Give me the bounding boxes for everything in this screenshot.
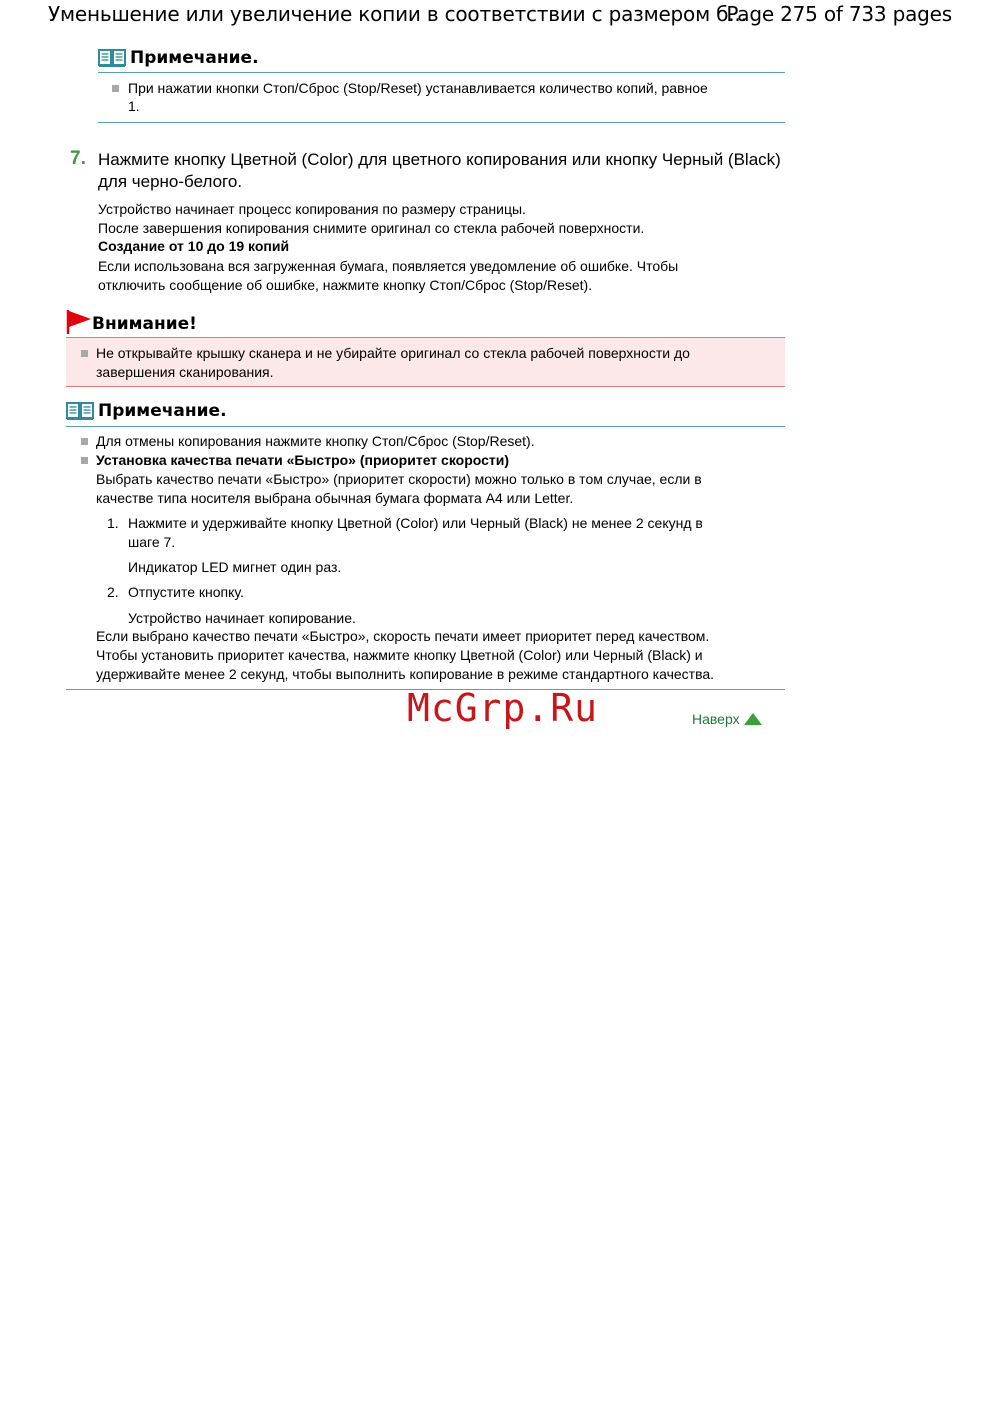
caution-heading-label: Внимание! bbox=[92, 314, 197, 334]
back-to-top-label[interactable]: Наверх bbox=[692, 711, 740, 727]
list-item-result: Устройство начинает копирование. bbox=[128, 610, 356, 626]
book-icon bbox=[98, 48, 126, 68]
paragraph-line: отключить сообщение об ошибке, нажмите кнопку Стоп/Сброс (Stop/Reset). bbox=[98, 277, 593, 293]
watermark: McGrp.Ru bbox=[407, 686, 599, 730]
list-item-result: Индикатор LED мигнет один раз. bbox=[128, 559, 342, 575]
bullet-marker bbox=[81, 457, 88, 464]
paragraph-line: Если использована вся загруженная бумага, появляется уведомление об ошибке. Чтобы bbox=[98, 258, 679, 274]
caution-heading bbox=[66, 310, 197, 334]
note-divider-top bbox=[98, 72, 785, 73]
note-item-text: качестве типа носителя выбрана обычная бумага формата A4 или Letter. bbox=[96, 490, 574, 506]
note-divider-top bbox=[66, 426, 785, 427]
note-heading-label: Примечание. bbox=[130, 48, 259, 68]
step-result-line: После завершения копирования снимите оригинал со стекла рабочей поверхности. bbox=[98, 220, 645, 236]
back-to-top-link[interactable] bbox=[692, 711, 762, 727]
note-item-text: Для отмены копирования нажмите кнопку Стоп/Сброс (Stop/Reset). bbox=[96, 433, 535, 449]
step-instruction: Нажмите кнопку Цветной (Color) для цветного копирования или кнопку Черный (Black) для черно-белого. bbox=[98, 150, 781, 191]
bullet-marker bbox=[81, 350, 88, 357]
red-flag-icon bbox=[66, 310, 92, 334]
note-subheading: Установка качества печати «Быстро» (приоритет скорости) bbox=[96, 452, 510, 468]
note-heading-label: Примечание. bbox=[98, 401, 227, 421]
paragraph-line: Если выбрано качество печати «Быстро», скорость печати имеет приоритет перед качеством. bbox=[96, 628, 710, 644]
list-item-text: Отпустите кнопку. bbox=[128, 584, 244, 600]
page-counter: Page 275 of 733 pages bbox=[726, 2, 952, 26]
note-item-text-cont: 1. bbox=[128, 98, 140, 114]
paragraph-line: удерживайте менее 2 секунд, чтобы выполнить копирование в режиме стандартного качества. bbox=[96, 666, 715, 682]
list-item-text: Нажмите и удерживайте кнопку Цветной (Color) или Черный (Black) не менее 2 секунд в bbox=[128, 515, 703, 531]
list-number: 2. bbox=[107, 584, 119, 600]
note-heading bbox=[98, 48, 259, 68]
note-item-text: При нажатии кнопки Стоп/Сброс (Stop/Reset) устанавливается количество копий, равное bbox=[128, 80, 708, 96]
step-result-line: Устройство начинает процесс копирования по размеру страницы. bbox=[98, 201, 526, 217]
up-arrow-icon[interactable] bbox=[744, 713, 762, 725]
note-item-text: Выбрать качество печати «Быстро» (приоритет скорости) можно только в том случае, если в bbox=[96, 471, 702, 487]
bullet-marker bbox=[81, 438, 88, 445]
document-title: Уменьшение или увеличение копии в соответствии с размером б... bbox=[48, 2, 747, 26]
subheading: Создание от 10 до 19 копий bbox=[98, 238, 290, 254]
step-number: 7. bbox=[70, 148, 86, 169]
list-item-text-cont: шаге 7. bbox=[128, 534, 176, 550]
list-number: 1. bbox=[107, 515, 119, 531]
book-icon bbox=[66, 401, 94, 421]
note-divider-bottom bbox=[98, 122, 785, 123]
paragraph-line: Чтобы установить приоритет качества, нажмите кнопку Цветной (Color) или Черный (Black) и bbox=[96, 647, 703, 663]
caution-text-cont: завершения сканирования. bbox=[96, 364, 274, 380]
note-heading bbox=[66, 401, 227, 421]
caution-text: Не открывайте крышку сканера и не убирайте оригинал со стекла рабочей поверхности до bbox=[96, 345, 690, 361]
bullet-marker bbox=[112, 85, 119, 92]
